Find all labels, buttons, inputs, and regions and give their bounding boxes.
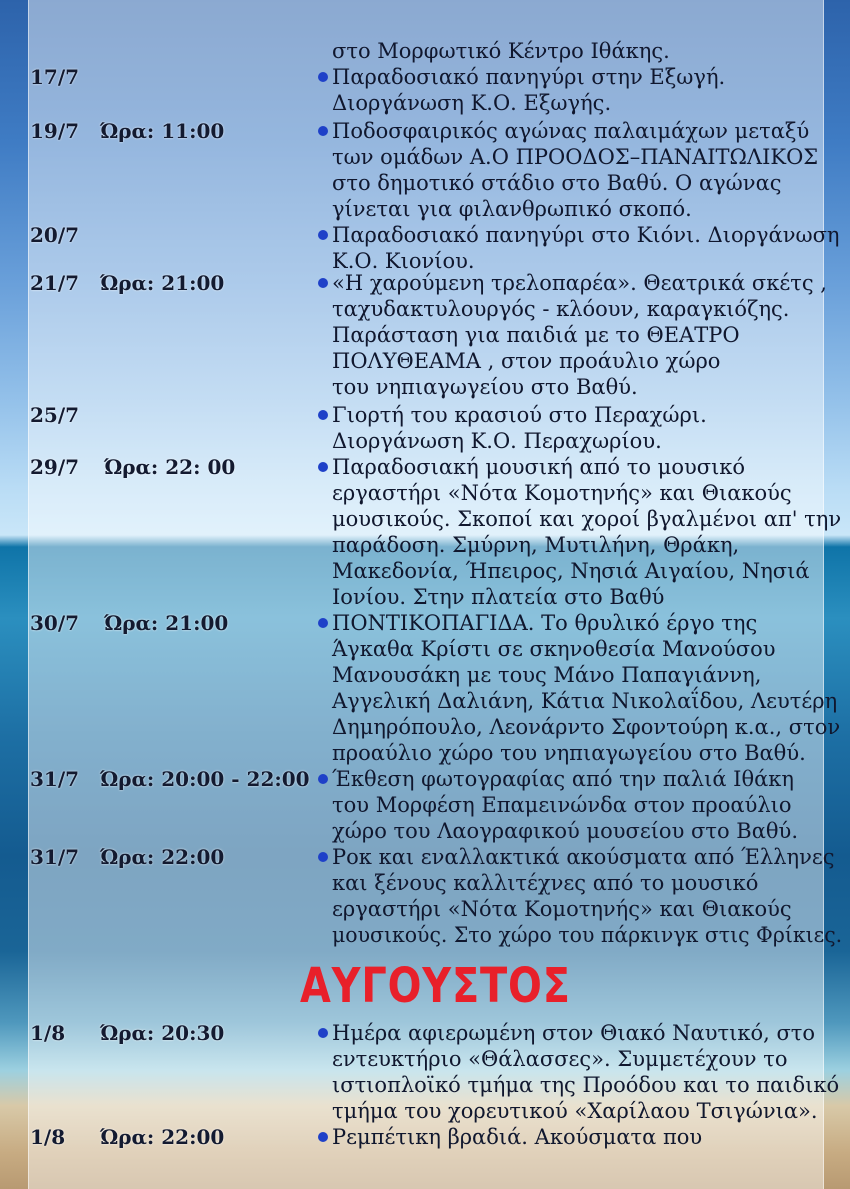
event-description-line: Παραδοσιακή μουσική από το μουσικό	[332, 455, 746, 479]
event-description-line: Ιονίου. Στην πλατεία στο Βαθύ	[332, 585, 665, 609]
event-time: Ώρα: 11:00	[100, 119, 225, 143]
bullet-icon	[318, 774, 328, 784]
event-description-line: «Η χαρούμενη τρελοπαρέα». Θεατρικά σκέτς ,	[332, 271, 827, 295]
month-heading: ΑΥΓΟΥΣΤΟΣ	[300, 958, 571, 1014]
bullet-icon	[318, 126, 328, 136]
event-description-line: Παραδοσιακό πανηγύρι στο Κιόνι. Διοργάνωση	[332, 223, 840, 247]
event-date: 20/7	[30, 223, 80, 247]
event-description-line: Γιορτή του κρασιού στο Περαχώρι.	[332, 403, 707, 427]
event-description-line: Διοργάνωση Κ.Ο. Εξωγής.	[332, 91, 612, 115]
event-description-line: Ποδοσφαιρικός αγώνας παλαιμάχων μεταξύ	[332, 119, 810, 143]
event-description-line: και ξένους καλλιτέχνες από το μουσικό	[332, 871, 759, 895]
bullet-icon	[318, 618, 328, 628]
event-description-line: Κ.Ο. Κιονίου.	[332, 249, 475, 273]
event-description-line: μουσικούς. Σκοποί και χοροί βγαλμένοι απ' την	[332, 507, 842, 531]
event-description-line: Παράσταση για παιδιά με το ΘΕΑΤΡΟ	[332, 323, 740, 347]
event-description-line: ιστιοπλοϊκό τμήμα της Προόδου και το παιδικό	[332, 1073, 840, 1097]
event-date: 30/7	[30, 611, 80, 635]
event-time: Ώρα: 21:00	[100, 271, 225, 295]
event-description-line: προαύλιο χώρο του νηπιαγωγείου στο Βαθύ.	[332, 741, 806, 765]
event-description-line: Αγγελική Δαλιάνη, Κάτια Νικολαΐδου, Λευτέρη	[332, 689, 838, 713]
event-description-line: του Μορφέση Επαμεινώνδα στον προαύλιο	[332, 793, 792, 817]
event-description-line: παράδοση. Σμύρνη, Μυτιλήνη, Θράκη,	[332, 533, 740, 557]
event-description-line: εργαστήρι «Νότα Κομοτηνής» και Θιακούς	[332, 481, 792, 505]
event-description-line: Μανουσάκη με τους Μάνο Παπαγιάννη,	[332, 663, 762, 687]
bullet-icon	[318, 462, 328, 472]
bullet-icon	[318, 1132, 328, 1142]
event-time: Ώρα: 22:00	[100, 1125, 225, 1149]
event-description-line: μουσικούς. Στο χώρο του πάρκινγκ στις Φρίκιες.	[332, 923, 843, 947]
bullet-icon	[318, 72, 328, 82]
event-description-line: τμήμα του χορευτικού «Χαρίλαου Τσιγώνια».	[332, 1099, 818, 1123]
bullet-icon	[318, 230, 328, 240]
event-description-line: Διοργάνωση Κ.Ο. Περαχωρίου.	[332, 429, 662, 453]
event-date: 25/7	[30, 403, 80, 427]
event-description-line: Άγκαθα Κρίστι σε σκηνοθεσία Μανούσου	[332, 637, 776, 661]
event-description-line: χώρο του Λαογραφικού μουσείου στο Βαθύ.	[332, 819, 798, 843]
event-time: Ώρα: 22:00	[100, 845, 225, 869]
event-description-line: του νηπιαγωγείου στο Βαθύ.	[332, 375, 638, 399]
bullet-icon	[318, 278, 328, 288]
event-description-line: ταχυδακτυλουργός - κλόουν, καραγκιόζης.	[332, 297, 790, 321]
event-time: Ώρα: 22: 00	[104, 455, 236, 479]
event-description-line: των ομάδων Α.Ο ΠΡΟΟΔΟΣ–ΠΑΝΑΙΤΩΛΙΚΟΣ	[332, 145, 819, 169]
event-description-line: στο δημοτικό στάδιο στο Βαθύ. Ο αγώνας	[332, 171, 782, 195]
event-description-line: ΠΟΛΥΘΕΑΜΑ , στον προάυλιο χώρο	[332, 349, 721, 373]
event-description-line: Ρεμπέτικη βραδιά. Ακούσματα που	[332, 1125, 703, 1149]
bullet-icon	[318, 1028, 328, 1038]
event-description-line: Μακεδονία, Ήπειρος, Νησιά Αιγαίου, Νησιά	[332, 559, 810, 583]
event-time: Ώρα: 21:00	[104, 611, 229, 635]
event-description-line: Δημηρόπουλο, Λεονάρντο Σφοντούρη κ.α., στον	[332, 715, 841, 739]
event-date: 31/7	[30, 767, 80, 791]
bullet-icon	[318, 852, 328, 862]
event-date: 21/7	[30, 271, 80, 295]
event-description-line: στο Μορφωτικό Κέντρο Ιθάκης.	[332, 39, 670, 63]
bullet-icon	[318, 410, 328, 420]
event-description-line: Παραδοσιακό πανηγύρι στην Εξωγή.	[332, 65, 726, 89]
event-description-line: εργαστήρι «Νότα Κομοτηνής» και Θιακούς	[332, 897, 792, 921]
event-date: 17/7	[30, 65, 80, 89]
event-description-line: Ημέρα αφιερωμένη στον Θιακό Ναυτικό, στο	[332, 1021, 816, 1045]
event-date: 1/8	[30, 1125, 66, 1149]
event-description-line: ΠΟΝΤΙΚΟΠΑΓΙΔΑ. Το θρυλικό έργο της	[332, 611, 758, 635]
event-date: 19/7	[30, 119, 80, 143]
event-time: Ώρα: 20:30	[100, 1021, 225, 1045]
event-date: 29/7	[30, 455, 80, 479]
event-time: Ώρα: 20:00 - 22:00	[100, 767, 310, 791]
event-date: 1/8	[30, 1021, 66, 1045]
event-date: 31/7	[30, 845, 80, 869]
event-description-line: γίνεται για φιλανθρωπικό σκοπό.	[332, 197, 692, 221]
event-description-line: εντευκτήριο «Θάλασσες». Συμμετέχουν το	[332, 1047, 788, 1071]
event-description-line: Έκθεση φωτογραφίας από την παλιά Ιθάκη	[332, 767, 795, 791]
event-description-line: Ροκ και εναλλακτικά ακούσματα από Έλληνες	[332, 845, 835, 869]
